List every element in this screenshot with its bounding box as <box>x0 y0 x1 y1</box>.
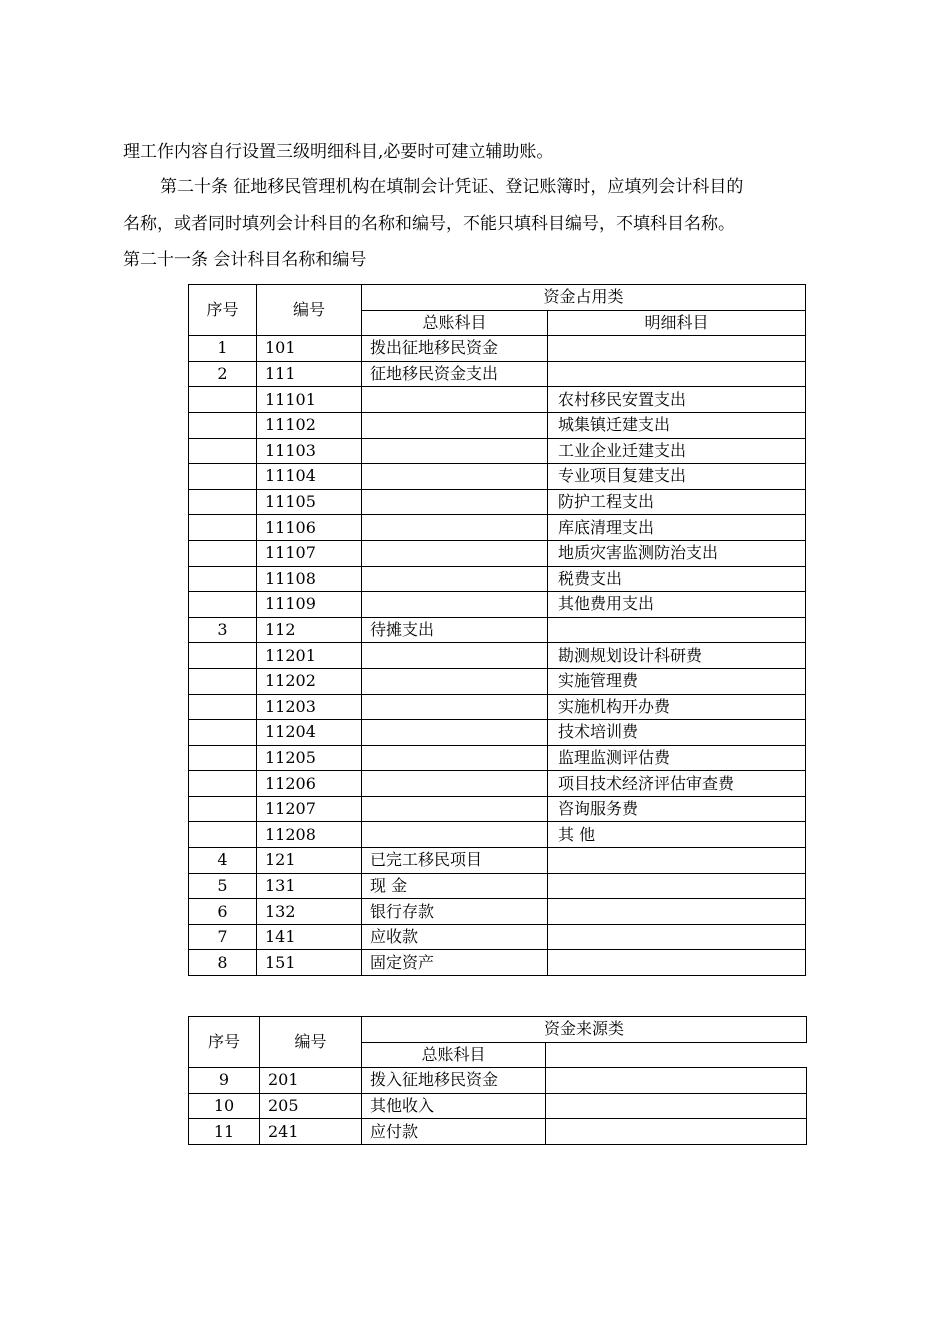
cell-seq <box>189 796 257 822</box>
cell-code: 11109 <box>257 592 362 618</box>
table-row <box>189 924 806 950</box>
table-row <box>189 412 806 438</box>
cell-general-account: 银行存款 <box>362 899 548 925</box>
table-row <box>189 822 806 848</box>
cell-general-account: 其他收入 <box>362 1093 546 1119</box>
cell-general-account <box>362 464 548 490</box>
cell-code: 11208 <box>257 822 362 848</box>
table-row <box>189 848 806 874</box>
cell-detail-account: 专业项目复建支出 <box>548 464 806 490</box>
table-row <box>189 566 806 592</box>
table-row <box>189 361 806 387</box>
cell-detail-account <box>548 361 806 387</box>
header-seq: 序号 <box>189 285 257 336</box>
cell-detail-account <box>548 617 806 643</box>
cell-seq <box>189 592 257 618</box>
table-row <box>189 873 806 899</box>
cell-seq: 3 <box>189 617 257 643</box>
cell-detail-account <box>548 336 806 362</box>
cell-seq: 7 <box>189 924 257 950</box>
cell-general-account <box>362 796 548 822</box>
cell-general-account <box>362 438 548 464</box>
cell-seq <box>189 643 257 669</box>
cell-code: 101 <box>257 336 362 362</box>
cell-general-account <box>362 694 548 720</box>
table-row <box>189 1119 807 1145</box>
table-row <box>189 899 806 925</box>
cell-detail-account: 工业企业迁建支出 <box>548 438 806 464</box>
cell-code: 11201 <box>257 643 362 669</box>
cell-detail-account: 其他费用支出 <box>548 592 806 618</box>
cell-detail-account: 技术培训费 <box>548 720 806 746</box>
table-row <box>189 1093 807 1119</box>
cell-general-account <box>362 771 548 797</box>
table-row <box>189 720 806 746</box>
cell-seq: 11 <box>189 1119 260 1145</box>
table-row <box>189 796 806 822</box>
cell-general-account: 应收款 <box>362 924 548 950</box>
cell-seq: 4 <box>189 848 257 874</box>
cell-detail-account: 项目技术经济评估审查费 <box>548 771 806 797</box>
cell-seq: 1 <box>189 336 257 362</box>
cell-code: 11105 <box>257 489 362 515</box>
cell-code: 11101 <box>257 387 362 413</box>
cell-general-account <box>362 566 548 592</box>
cell-blank <box>546 1093 807 1119</box>
header-blank <box>546 1042 807 1068</box>
cell-general-account: 待摊支出 <box>362 617 548 643</box>
cell-seq: 5 <box>189 873 257 899</box>
article-20-text: 第二十条 征地移民管理机构在填制会计凭证、登记账簿时，应填列会计科目的 <box>160 177 744 197</box>
cell-detail-account: 实施机构开办费 <box>548 694 806 720</box>
header-seq: 序号 <box>189 1017 260 1068</box>
cell-general-account: 已完工移民项目 <box>362 848 548 874</box>
cell-seq <box>189 540 257 566</box>
header-general-account: 总账科目 <box>362 310 548 336</box>
table-row <box>189 515 806 541</box>
table-row <box>189 438 806 464</box>
fund-usage-accounts-table <box>188 284 806 976</box>
cell-detail-account <box>548 950 806 976</box>
table-row <box>189 668 806 694</box>
cell-general-account <box>362 643 548 669</box>
cell-seq: 6 <box>189 899 257 925</box>
cell-code: 121 <box>257 848 362 874</box>
table-row <box>189 745 806 771</box>
cell-detail-account: 勘测规划设计科研费 <box>548 643 806 669</box>
table-row <box>189 540 806 566</box>
cell-general-account <box>362 745 548 771</box>
cell-general-account <box>362 668 548 694</box>
table-row <box>189 694 806 720</box>
cell-detail-account <box>548 899 806 925</box>
cell-seq <box>189 489 257 515</box>
header-code: 编号 <box>257 285 362 336</box>
table-row <box>189 489 806 515</box>
cell-general-account <box>362 540 548 566</box>
cell-detail-account: 地质灾害监测防治支出 <box>548 540 806 566</box>
cell-code: 11206 <box>257 771 362 797</box>
table-row <box>189 617 806 643</box>
table-row <box>189 950 806 976</box>
cell-code: 11103 <box>257 438 362 464</box>
cell-seq <box>189 745 257 771</box>
cell-seq: 9 <box>189 1068 260 1094</box>
cell-code: 11207 <box>257 796 362 822</box>
cell-general-account: 应付款 <box>362 1119 546 1145</box>
cell-general-account: 拨入征地移民资金 <box>362 1068 546 1094</box>
cell-code: 141 <box>257 924 362 950</box>
cell-code: 11102 <box>257 412 362 438</box>
cell-general-account <box>362 592 548 618</box>
cell-seq <box>189 566 257 592</box>
article-20-text-cont: 名称，或者同时填列会计科目的名称和编号，不能只填科目编号，不填科目名称。 <box>123 214 735 234</box>
cell-seq <box>189 515 257 541</box>
cell-blank <box>546 1119 807 1145</box>
table-row <box>189 771 806 797</box>
header-group: 资金来源类 <box>362 1017 807 1043</box>
cell-general-account <box>362 387 548 413</box>
cell-code: 11203 <box>257 694 362 720</box>
fund-source-accounts-table <box>188 1016 807 1145</box>
table-row <box>189 1068 807 1094</box>
cell-general-account: 固定资产 <box>362 950 548 976</box>
cell-general-account <box>362 515 548 541</box>
cell-general-account: 现 金 <box>362 873 548 899</box>
paragraph-continuation: 理工作内容自行设置三级明细科目,必要时可建立辅助账。 <box>123 142 554 162</box>
table-row <box>189 592 806 618</box>
cell-code: 132 <box>257 899 362 925</box>
cell-general-account: 拨出征地移民资金 <box>362 336 548 362</box>
cell-code: 112 <box>257 617 362 643</box>
cell-detail-account: 咨询服务费 <box>548 796 806 822</box>
cell-detail-account: 税费支出 <box>548 566 806 592</box>
cell-detail-account: 防护工程支出 <box>548 489 806 515</box>
cell-detail-account: 监理监测评估费 <box>548 745 806 771</box>
table-header-row <box>189 1017 807 1043</box>
article-21-heading: 第二十一条 会计科目名称和编号 <box>123 250 367 270</box>
cell-general-account <box>362 822 548 848</box>
table-header-row <box>189 285 806 311</box>
cell-seq <box>189 668 257 694</box>
table-row <box>189 643 806 669</box>
cell-code: 241 <box>260 1119 362 1145</box>
cell-general-account <box>362 489 548 515</box>
cell-code: 11205 <box>257 745 362 771</box>
cell-code: 151 <box>257 950 362 976</box>
header-detail-account: 明细科目 <box>548 310 806 336</box>
cell-code: 11108 <box>257 566 362 592</box>
table-row <box>189 387 806 413</box>
cell-seq <box>189 720 257 746</box>
cell-detail-account: 农村移民安置支出 <box>548 387 806 413</box>
header-group: 资金占用类 <box>362 285 806 311</box>
table-row <box>189 464 806 490</box>
cell-detail-account <box>548 848 806 874</box>
cell-seq <box>189 412 257 438</box>
cell-detail-account: 库底清理支出 <box>548 515 806 541</box>
cell-seq: 8 <box>189 950 257 976</box>
cell-seq <box>189 822 257 848</box>
cell-seq <box>189 694 257 720</box>
cell-code: 11104 <box>257 464 362 490</box>
cell-detail-account: 其 他 <box>548 822 806 848</box>
cell-seq <box>189 438 257 464</box>
cell-seq <box>189 771 257 797</box>
cell-seq <box>189 464 257 490</box>
cell-code: 11107 <box>257 540 362 566</box>
cell-code: 205 <box>260 1093 362 1119</box>
cell-seq: 10 <box>189 1093 260 1119</box>
cell-detail-account <box>548 873 806 899</box>
cell-code: 11202 <box>257 668 362 694</box>
cell-detail-account: 实施管理费 <box>548 668 806 694</box>
header-code: 编号 <box>260 1017 362 1068</box>
cell-code: 201 <box>260 1068 362 1094</box>
cell-detail-account <box>548 924 806 950</box>
cell-seq: 2 <box>189 361 257 387</box>
header-general-account: 总账科目 <box>362 1042 546 1068</box>
cell-general-account: 征地移民资金支出 <box>362 361 548 387</box>
cell-seq <box>189 387 257 413</box>
cell-code: 131 <box>257 873 362 899</box>
table-row <box>189 336 806 362</box>
cell-general-account <box>362 720 548 746</box>
cell-blank <box>546 1068 807 1094</box>
cell-code: 11106 <box>257 515 362 541</box>
cell-general-account <box>362 412 548 438</box>
cell-code: 111 <box>257 361 362 387</box>
cell-detail-account: 城集镇迁建支出 <box>548 412 806 438</box>
cell-code: 11204 <box>257 720 362 746</box>
